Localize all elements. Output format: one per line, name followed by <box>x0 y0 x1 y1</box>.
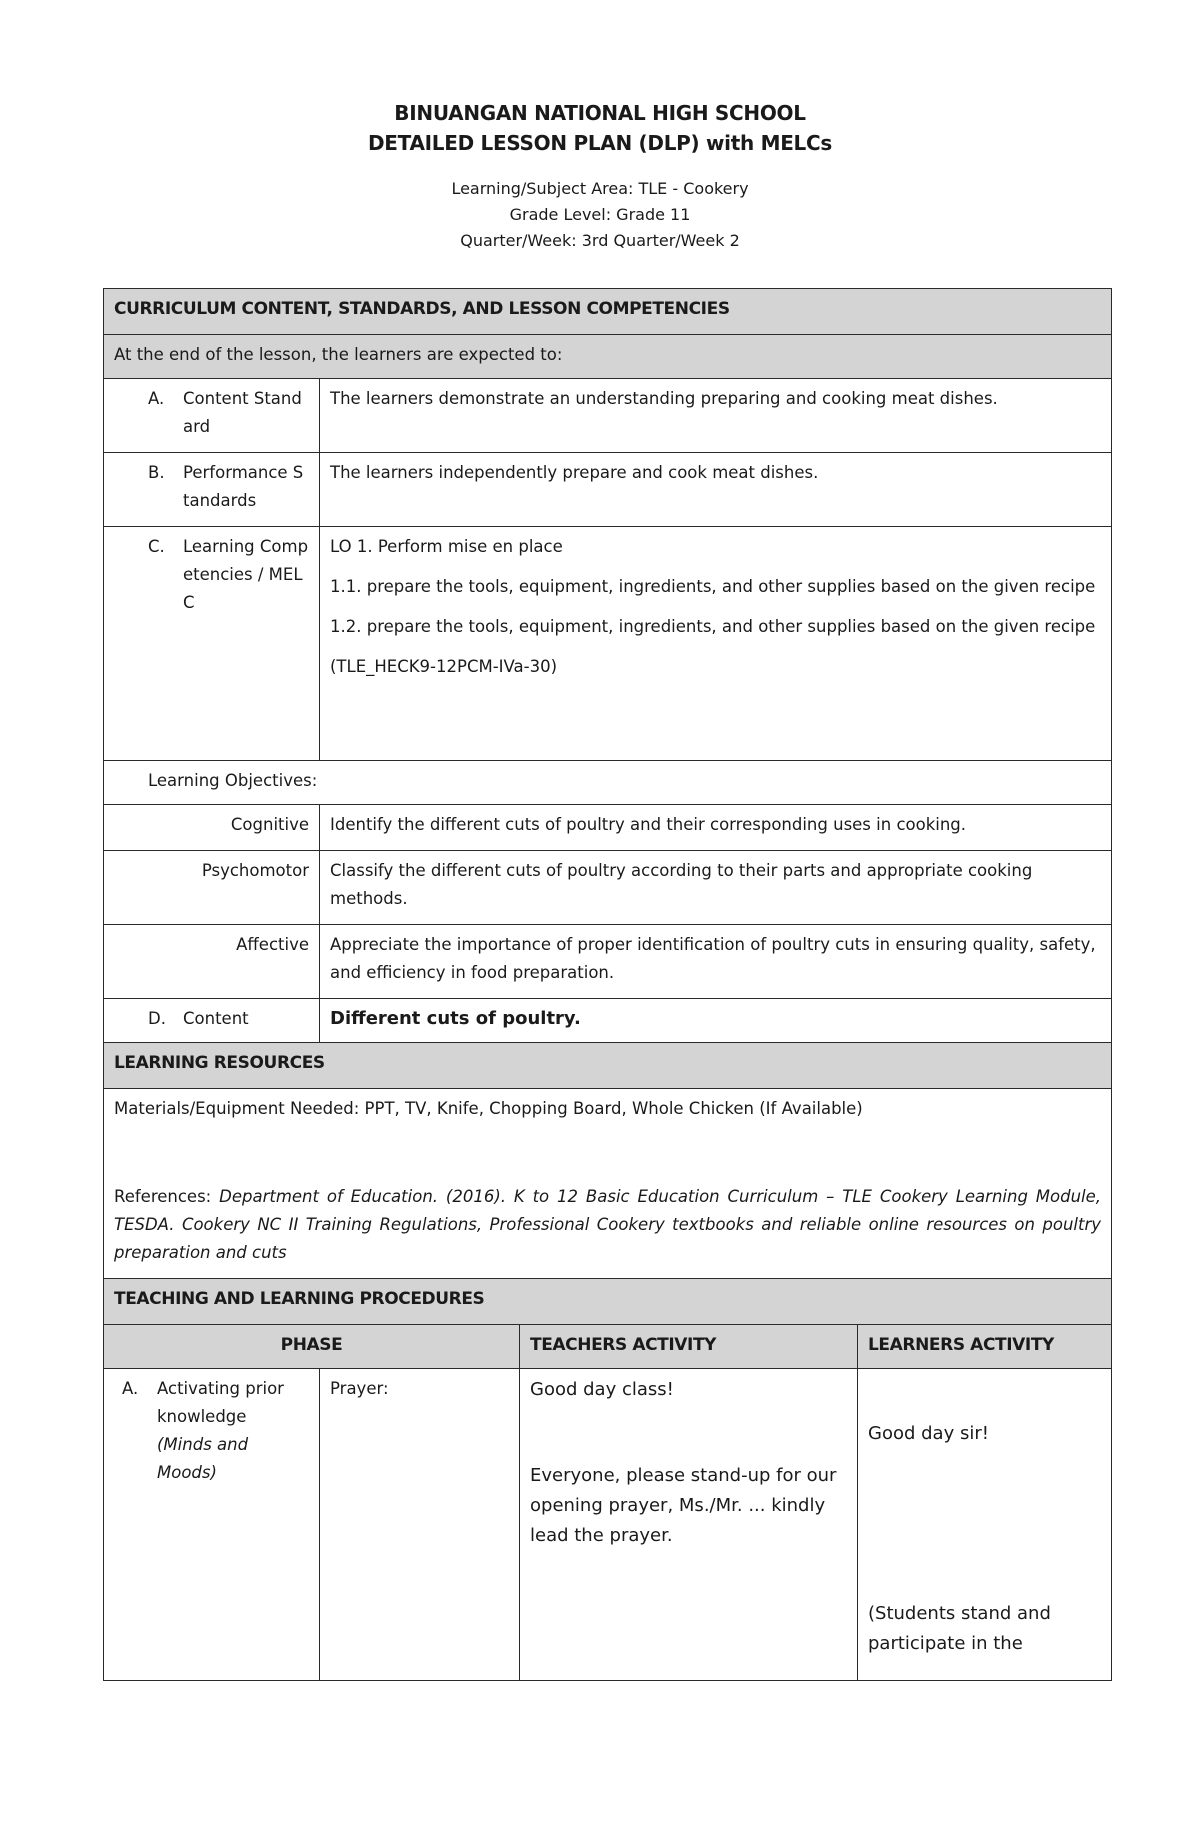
intro-row <box>104 335 1112 379</box>
phase-a-sub: (Minds and Moods) <box>157 1435 249 1482</box>
content-text: Different cuts of poultry. <box>320 999 1112 1043</box>
teacher-greeting: Good day class! <box>530 1379 674 1400</box>
procedures-columns-row <box>104 1325 1112 1369</box>
references-text <box>114 1183 1101 1267</box>
phase-a-cell <box>104 1369 320 1681</box>
competency-line: 1.1. prepare the tools, equipment, ingredients, and other supplies based on the given recipe <box>330 577 1096 596</box>
performance-standards-row <box>104 453 1112 527</box>
learner-greeting: Good day sir! <box>868 1423 989 1444</box>
content-standard-text: The learners demonstrate an understanding preparing and cooking meat dishes. <box>320 379 1112 453</box>
performance-standards-label-cell <box>104 453 320 527</box>
procedures-heading-row <box>104 1279 1112 1325</box>
psychomotor-label: Psychomotor <box>104 851 320 925</box>
quarter-week: Quarter/Week: 3rd Quarter/Week 2 <box>460 231 740 250</box>
subject-area: Learning/Subject Area: TLE - Cookery <box>451 179 749 198</box>
learner-activity-cell <box>858 1369 1112 1681</box>
affective-label: Affective <box>104 925 320 999</box>
resources-cell <box>104 1089 1112 1279</box>
letter-a: A. <box>148 389 165 408</box>
resources-row <box>104 1089 1112 1279</box>
content-label-cell <box>104 999 320 1043</box>
learner-prayer-response: (Students stand and participate in the <box>868 1603 1051 1654</box>
col-learner: LEARNERS ACTIVITY <box>858 1325 1112 1369</box>
curriculum-heading: CURRICULUM CONTENT, STANDARDS, AND LESSON COMPETENCIES <box>104 289 1112 335</box>
letter-a: A. <box>122 1379 139 1398</box>
col-phase: PHASE <box>104 1325 520 1369</box>
intro-text: At the end of the lesson, the learners are expected to: <box>104 335 1112 379</box>
materials-text: Materials/Equipment Needed: PPT, TV, Knife, Chopping Board, Whole Chicken (If Available) <box>114 1099 863 1118</box>
content-standard-label: Content Standard <box>183 389 302 436</box>
affective-row <box>104 925 1112 999</box>
document-header <box>0 98 1200 254</box>
document-meta <box>0 176 1200 254</box>
letter-b: B. <box>148 463 165 482</box>
cognitive-label: Cognitive <box>104 805 320 851</box>
psychomotor-row <box>104 851 1112 925</box>
resources-heading-row <box>104 1043 1112 1089</box>
teacher-prayer-instruction: Everyone, please stand-up for our opening prayer, Ms./Mr. ... kindly lead the prayer. <box>530 1465 837 1546</box>
school-name: BINUANGAN NATIONAL HIGH SCHOOL <box>394 101 806 125</box>
content-label: Content <box>183 1009 249 1028</box>
performance-standards-label: Performance Standards <box>183 463 304 510</box>
content-row <box>104 999 1112 1043</box>
objectives-label: Learning Objectives: <box>104 761 1112 805</box>
cognitive-row <box>104 805 1112 851</box>
objectives-label-row <box>104 761 1112 805</box>
psychomotor-text: Classify the different cuts of poultry according to their parts and appropriate cooking methods. <box>320 851 1112 925</box>
grade-level: Grade Level: Grade 11 <box>509 205 691 224</box>
curriculum-heading-row <box>104 289 1112 335</box>
references-list: Department of Education. (2016). K to 12 Basic Education Curriculum – TLE Cookery Learning Module, TESDA. Cookery NC II Training Regulations, Professional Cookery textbooks and reliable online resources on poultry preparation and cuts <box>114 1187 1102 1262</box>
performance-standards-text: The learners independently prepare and cook meat dishes. <box>320 453 1112 527</box>
references-label: References: <box>114 1187 220 1206</box>
teacher-activity-cell <box>520 1369 858 1681</box>
competencies-label-cell <box>104 527 320 761</box>
procedures-heading: TEACHING AND LEARNING PROCEDURES <box>104 1279 1112 1325</box>
competency-line: 1.2. prepare the tools, equipment, ingredients, and other supplies based on the given recipe <box>330 617 1096 636</box>
letter-d: D. <box>148 1009 166 1028</box>
content-standard-label-cell <box>104 379 320 453</box>
resources-heading: LEARNING RESOURCES <box>104 1043 1112 1089</box>
affective-text: Appreciate the importance of proper identification of poultry cuts in ensuring quality, safety, and efficiency in food preparation. <box>320 925 1112 999</box>
competencies-text-cell <box>320 527 1112 761</box>
competency-line: LO 1. Perform mise en place <box>330 537 563 556</box>
content-standard-row <box>104 379 1112 453</box>
procedure-row-a <box>104 1369 1112 1681</box>
competencies-label: Learning Competencies / MELC <box>183 537 309 612</box>
col-teacher: TEACHERS ACTIVITY <box>520 1325 858 1369</box>
document-title: DETAILED LESSON PLAN (DLP) with MELCs <box>368 131 832 155</box>
phase-a-label: Activating prior knowledge <box>157 1379 284 1426</box>
competencies-row <box>104 527 1112 761</box>
lesson-plan-table <box>103 288 1112 1681</box>
cognitive-text: Identify the different cuts of poultry and their corresponding uses in cooking. <box>320 805 1112 851</box>
competency-code: (TLE_HECK9-12PCM-IVa-30) <box>330 657 558 676</box>
letter-c: C. <box>148 537 165 556</box>
phase-a-step: Prayer: <box>320 1369 520 1681</box>
